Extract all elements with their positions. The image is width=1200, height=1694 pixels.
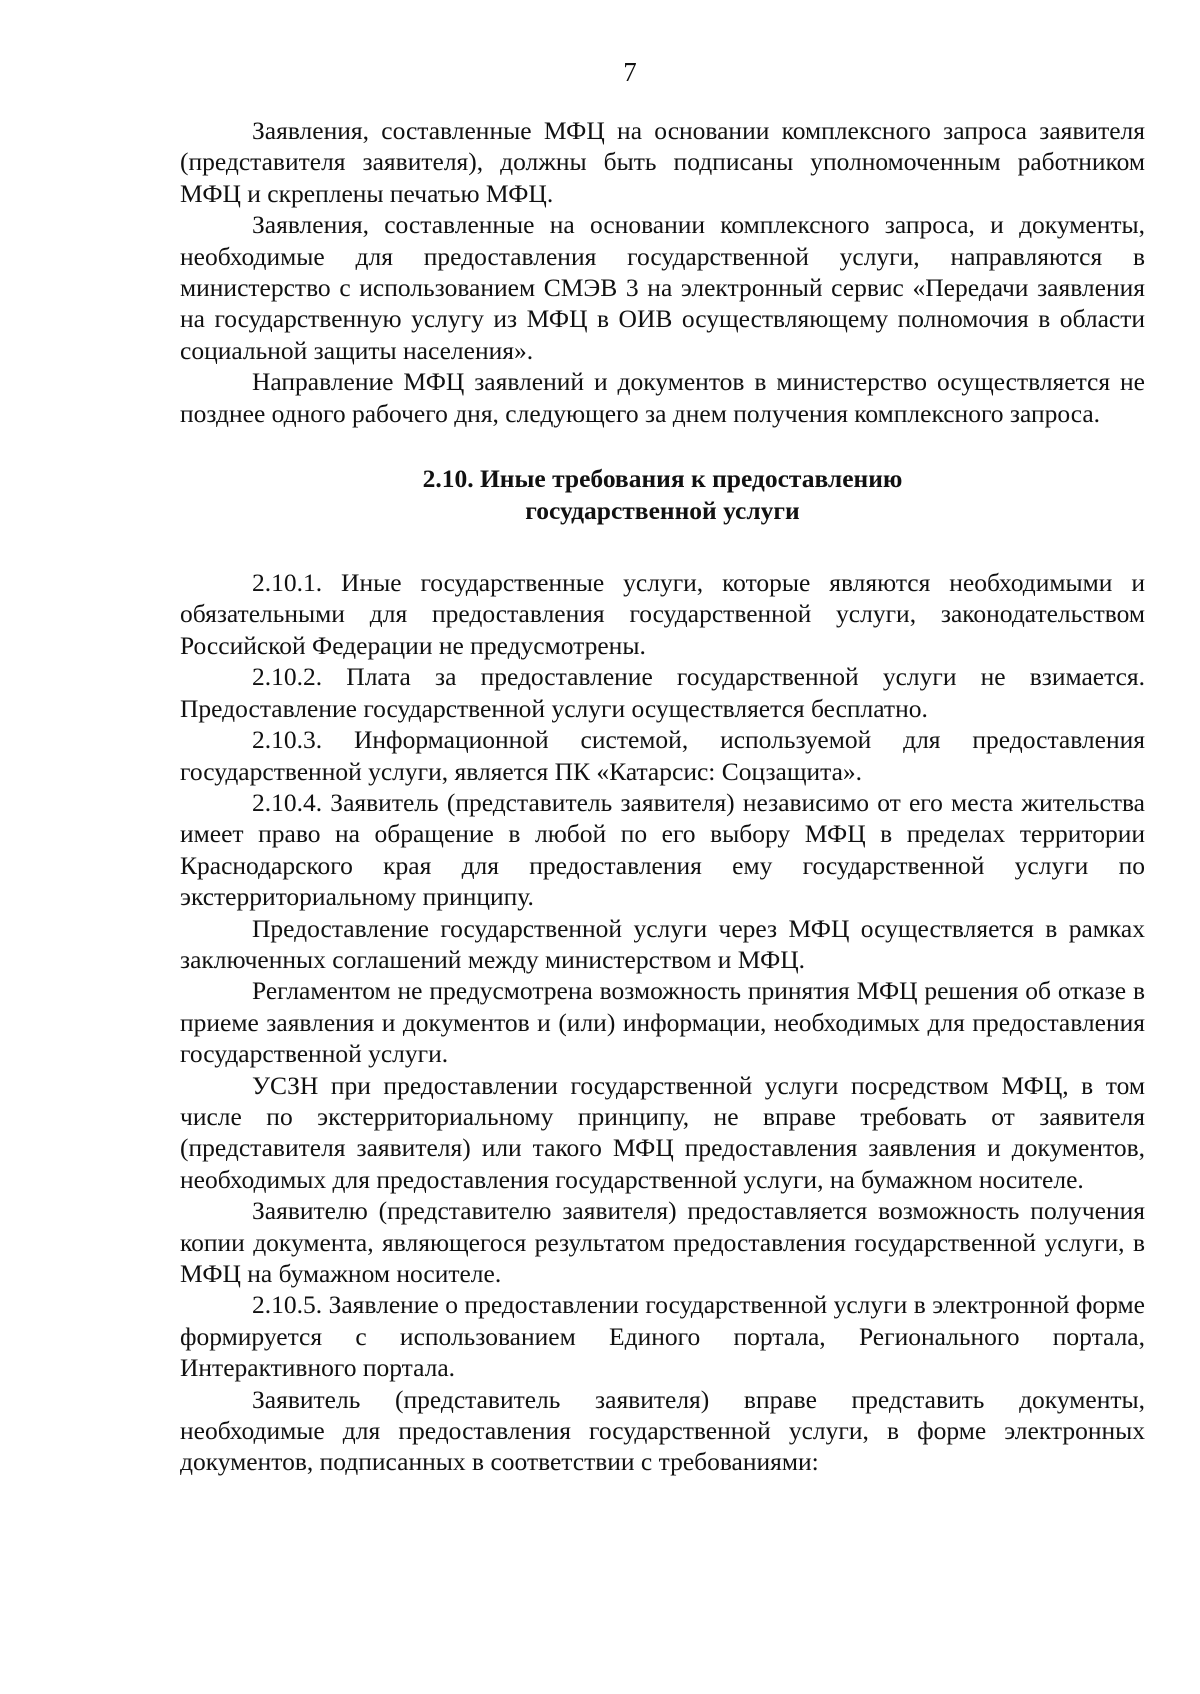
paragraph-2-10-3: 2.10.3. Информационной системой, используемой для предоставления государственной услуги, является ПК «Катарсис: Соцзащита». bbox=[180, 725, 1145, 786]
paragraph-uszn: УСЗН при предоставлении государственной услуги посредством МФЦ, в том числе по экстерриториальному принципу, не вправе требовать от заявителя (представителя заявителя) или такого МФЦ предоставления заявления и документов, необходимых для предоставления государственной услуги, на бумажном носителе. bbox=[180, 1070, 1145, 1194]
section-heading-line-2: государственной услуги bbox=[525, 496, 800, 526]
paragraph-2-10-4: 2.10.4. Заявитель (представитель заявителя) независимо от его места жительства имеет право на обращение в любой по его выбору МФЦ в пределах территории Краснодарского края для предоставления ему государственной услуги по экстерриториальному принципу. bbox=[180, 787, 1145, 912]
paragraph-intro-1: Заявления, составленные МФЦ на основании комплексного запроса заявителя (представителя заявителя), должны быть подписаны уполномоченным работником МФЦ и скреплены печатью МФЦ. bbox=[180, 116, 1145, 208]
paragraph-2-10-2: 2.10.2. Плата за предоставление государственной услуги не взимается. Предоставление государственной услуги осуществляется бесплатно. bbox=[180, 662, 1145, 723]
paragraph-2-10-5: 2.10.5. Заявление о предоставлении государственной услуги в электронной форме формируется с использованием Единого портала, Регионального портала, Интерактивного портала. bbox=[180, 1290, 1145, 1383]
paragraph-2-10-1: 2.10.1. Иные государственные услуги, которые являются необходимыми и обязательными для предоставления государственной услуги, законодательством Российской Федерации не предусмотрены. bbox=[180, 568, 1145, 660]
section-heading bbox=[180, 463, 1145, 527]
paragraph-intro-2: Заявления, составленные на основании комплексного запроса, и документы, необходимые для предоставления государственной услуги, направляются в министерство с использованием СМЭВ 3 на электронный сервис «Передачи заявления на государственную услугу из МФЦ в ОИВ осуществляющему полномочия в области социальной защиты населения». bbox=[180, 210, 1145, 365]
paragraph-paper-copy: Заявителю (представителю заявителя) предоставляется возможность получения копии документа, являющегося результатом предоставления государственной услуги, в МФЦ на бумажном носителе. bbox=[180, 1196, 1145, 1288]
paragraph-electronic-documents: Заявитель (представитель заявителя) вправе представить документы, необходимые для предоставления государственной услуги, в форме электронных документов, подписанных в соответствии с требованиями: bbox=[180, 1384, 1145, 1477]
paragraph-intro-3: Направление МФЦ заявлений и документов в министерство осуществляется не позднее одного рабочего дня, следующего за днем получения комплексного запроса. bbox=[180, 367, 1145, 428]
document-body bbox=[180, 115, 1145, 1478]
section-heading-line-1: 2.10. Иные требования к предоставлению bbox=[422, 464, 903, 494]
paragraph-mfc-agreements: Предоставление государственной услуги через МФЦ осуществляется в рамках заключенных соглашений между министерством и МФЦ. bbox=[180, 913, 1145, 974]
page-number: 7 bbox=[623, 57, 637, 87]
paragraph-no-refusal: Регламентом не предусмотрена возможность принятия МФЦ решения об отказе в приеме заявления и документов и (или) информации, необходимых для предоставления государственной услуги. bbox=[180, 976, 1145, 1069]
